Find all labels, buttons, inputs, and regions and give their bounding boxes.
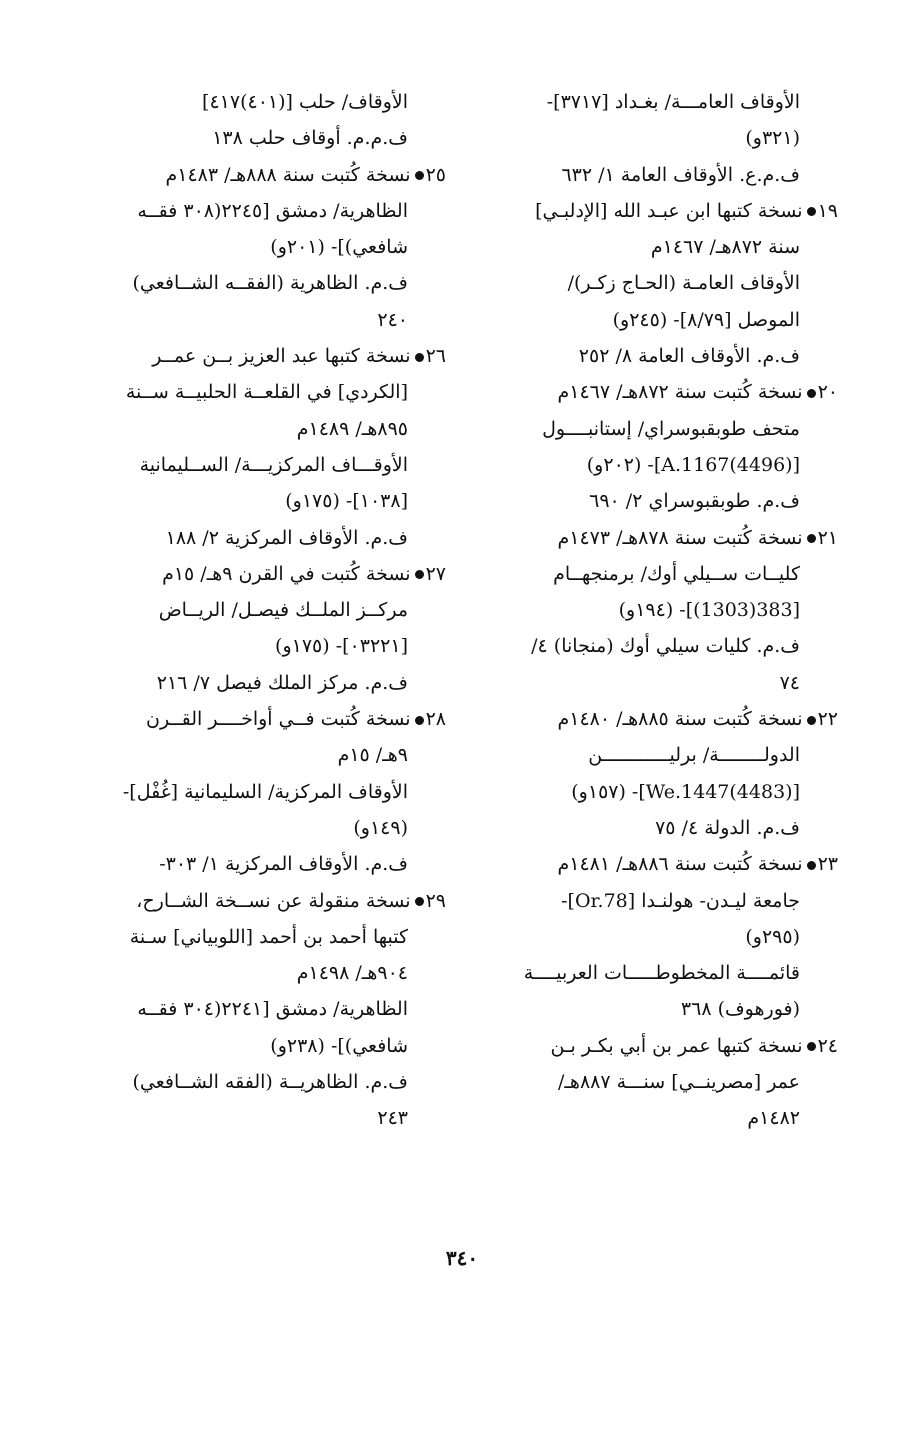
left-column-text-line: كتبها أحمد بن أحمد [اللوبياني] سـنة <box>129 925 408 948</box>
entry-heading-text: نسخة منقولة عن نســخة الشــارح، <box>136 889 411 912</box>
left-column-text-line: [١٠٣٨]- (١٧٥و) <box>285 490 408 513</box>
right-column-text-line: ف.م. كليات سيلي أوك (منجانا) ٤/ <box>531 635 800 658</box>
entry-number: ٢٠ <box>817 381 838 404</box>
right-column-text-line: ف.م.ع. الأوقاف العامة ١/ ٦٣٢ <box>561 163 800 186</box>
right-column-text-line: متحف طوبقبوسراي/ إستانبــــول <box>542 417 800 440</box>
right-column-text-line: ف.م. الدولة ٤/ ٧٥ <box>655 816 800 839</box>
right-column-entry-heading <box>470 1028 838 1064</box>
bullet-icon <box>807 716 816 725</box>
left-column-text-line: [الكردي] في القلعــة الحلبيــة ســنة <box>125 381 408 404</box>
right-column-entry-heading <box>470 846 838 882</box>
left-column-text-line: الأوقاف المركزية/ السليمانية [غُفْل]- <box>122 780 408 803</box>
right-column-text-line: [383(1303)]- (١٩٤و) <box>618 599 800 622</box>
left-column-entry-heading <box>100 701 446 737</box>
right-column-text-line: ف.م. الأوقاف العامة ٨/ ٢٥٢ <box>578 345 800 368</box>
left-column-entry-heading <box>100 338 446 374</box>
right-column-text-line: قائمــــة المخطوطـــــات العربيــــة <box>523 962 800 985</box>
right-column-text-line: عمر [مصرينــي] سنـــة ٨٨٧هـ/ <box>557 1071 800 1094</box>
left-column-text-line: ف.م. مركز الملك فيصل ٧/ ٢١٦ <box>156 671 408 694</box>
left-column-entry-heading <box>100 883 446 919</box>
left-column-text-line: شافعي)]- (٢٣٨و) <box>270 1034 408 1057</box>
right-column-entry-heading <box>470 374 838 410</box>
right-column-text-line: [We.1447(4483)]- (١٥٧و) <box>571 780 800 803</box>
right-column-text-line: ١٤٨٢م <box>747 1107 800 1130</box>
left-column-text-line: الأوقاف/ حلب [(٤٠١)٤١٧] <box>202 91 408 113</box>
entry-heading-text: نسخة كُتبت سنة ٨٨٨هـ/ ١٤٨٣م <box>165 163 411 186</box>
entry-heading-text: نسخة كُتبت فــي أواخــــر القــرن <box>146 708 411 731</box>
left-column <box>100 84 446 1137</box>
entry-heading-text: نسخة كُتبت سنة ٨٧٢هـ/ ١٤٦٧م <box>557 381 803 404</box>
bullet-icon <box>415 897 424 906</box>
left-column-text-line: ٢٤٣ <box>377 1107 408 1130</box>
left-column-text-line: مركــز الملــك فيصـل/ الريــاض <box>158 599 408 622</box>
entry-number: ٢٨ <box>425 708 446 731</box>
bullet-icon <box>415 171 424 180</box>
left-column-text-line: الظاهرية/ دمشق [٢٢٤١(٣٠٤ فقــه <box>137 998 408 1021</box>
left-column-text-line: ٨٩٥هـ/ ١٤٨٩م <box>296 417 408 440</box>
right-column-text-line: الدولــــــــة/ برليــــــــــــن <box>588 744 800 767</box>
right-column-text-line: ف.م. طوبقبوسراي ٢/ ٦٩٠ <box>589 490 800 513</box>
right-column-text-line: (٣٢١و) <box>745 127 800 150</box>
right-column-text-line: سنة ٨٧٢هـ/ ١٤٦٧م <box>650 236 800 259</box>
entry-heading-text: نسخة كُتبت سنة ٨٧٨هـ/ ١٤٧٣م <box>557 526 803 549</box>
left-column-entry-heading <box>100 157 446 193</box>
left-column-entry-heading <box>100 556 446 592</box>
right-column-text-line: [A.1167(4496)]- (٢٠٢و) <box>586 453 800 476</box>
bullet-icon <box>807 1042 816 1051</box>
right-column-text-line: الأوقاف العامـــة/ بغـداد [٣٧١٧]- <box>546 91 800 113</box>
left-column-text-line: ف.م. الظاهرية (الفقــه الشــافعي) <box>132 272 408 295</box>
entry-heading-text: نسخة كُتبت في القرن ٩هـ/ ١٥م <box>162 562 411 585</box>
right-column-text-line: (٢٩٥و) <box>745 925 800 948</box>
right-column-text-line: (فورهوف) ٣٦٨ <box>680 998 800 1021</box>
left-column-text-line: الأوقـــاف المركزيـــة/ الســليمانية <box>139 453 408 476</box>
entry-number: ٢٢ <box>817 708 838 731</box>
right-column-text-line: جامعة ليـدن- هولنـدا [Or.78]- <box>561 889 800 912</box>
entry-number: ٢٥ <box>425 163 446 186</box>
left-column-text-line: (١٤٩و) <box>353 816 408 839</box>
right-column-text-line: ٧٤ <box>779 671 800 694</box>
left-column-text-line: ف.م. الأوقاف المركزية ١/ ٣٠٣- <box>159 853 408 876</box>
bullet-icon <box>415 716 424 725</box>
right-column-entry-heading <box>470 520 838 556</box>
entry-heading-text: نسخة كُتبت سنة ٨٨٦هـ/ ١٤٨١م <box>557 853 803 876</box>
bullet-icon <box>415 570 424 579</box>
bullet-icon <box>415 353 424 362</box>
left-column-text-line: ف.م. الظاهريــة (الفقه الشــافعي) <box>132 1071 408 1094</box>
right-column-text-line: الموصل [٨/٧٩]- (٢٤٥و) <box>612 308 800 331</box>
left-column-text-line: ف.م.م. أوقاف حلب ١٣٨ <box>212 127 408 150</box>
right-column <box>470 84 838 1137</box>
entry-number: ٢٦ <box>425 345 446 368</box>
right-column-text-line: كليــات ســيلي أوك/ برمنجهــام <box>553 562 800 585</box>
page-number: ٣٤٠ <box>445 1246 479 1270</box>
left-column-text-line: ف.م. الأوقاف المركزية ٢/ ١٨٨ <box>165 526 408 549</box>
entry-number: ٢٩ <box>425 889 446 912</box>
entry-number: ١٩ <box>817 199 838 222</box>
entry-heading-text: نسخة كتبها عبد العزيز بــن عمــر <box>152 345 411 368</box>
left-column-text-line: [٠٣٢٢١]- (١٧٥و) <box>275 635 408 658</box>
left-column-text-line: ٩٠٤هـ/ ١٤٩٨م <box>296 962 408 985</box>
bullet-icon <box>807 207 816 216</box>
entry-number: ٢١ <box>817 526 838 549</box>
left-column-text-line: ٢٤٠ <box>377 308 408 331</box>
entry-number: ٢٣ <box>817 853 838 876</box>
left-column-text-line: شافعي)]- (٢٠١و) <box>270 236 408 259</box>
left-column-text-line: الظاهرية/ دمشق [٢٢٤٥(٣٠٨ فقــه <box>137 199 408 222</box>
right-column-text-line: الأوقاف العامـة (الحـاج زكـر)/ <box>567 272 800 295</box>
right-column-entry-heading <box>470 193 838 229</box>
entry-heading-text: نسخة كتبها ابن عبـد الله [الإدلبـي] <box>535 199 803 222</box>
entry-heading-text: نسخة كُتبت سنة ٨٨٥هـ/ ١٤٨٠م <box>557 708 803 731</box>
bullet-icon <box>807 389 816 398</box>
bullet-icon <box>807 534 816 543</box>
entry-number: ٢٤ <box>817 1034 838 1057</box>
entry-heading-text: نسخة كتبها عمر بن أبي بكـر بـن <box>550 1034 803 1057</box>
bullet-icon <box>807 861 816 870</box>
left-column-text-line: ٩هـ/ ١٥م <box>337 744 408 767</box>
entry-number: ٢٧ <box>425 562 446 585</box>
right-column-entry-heading <box>470 701 838 737</box>
